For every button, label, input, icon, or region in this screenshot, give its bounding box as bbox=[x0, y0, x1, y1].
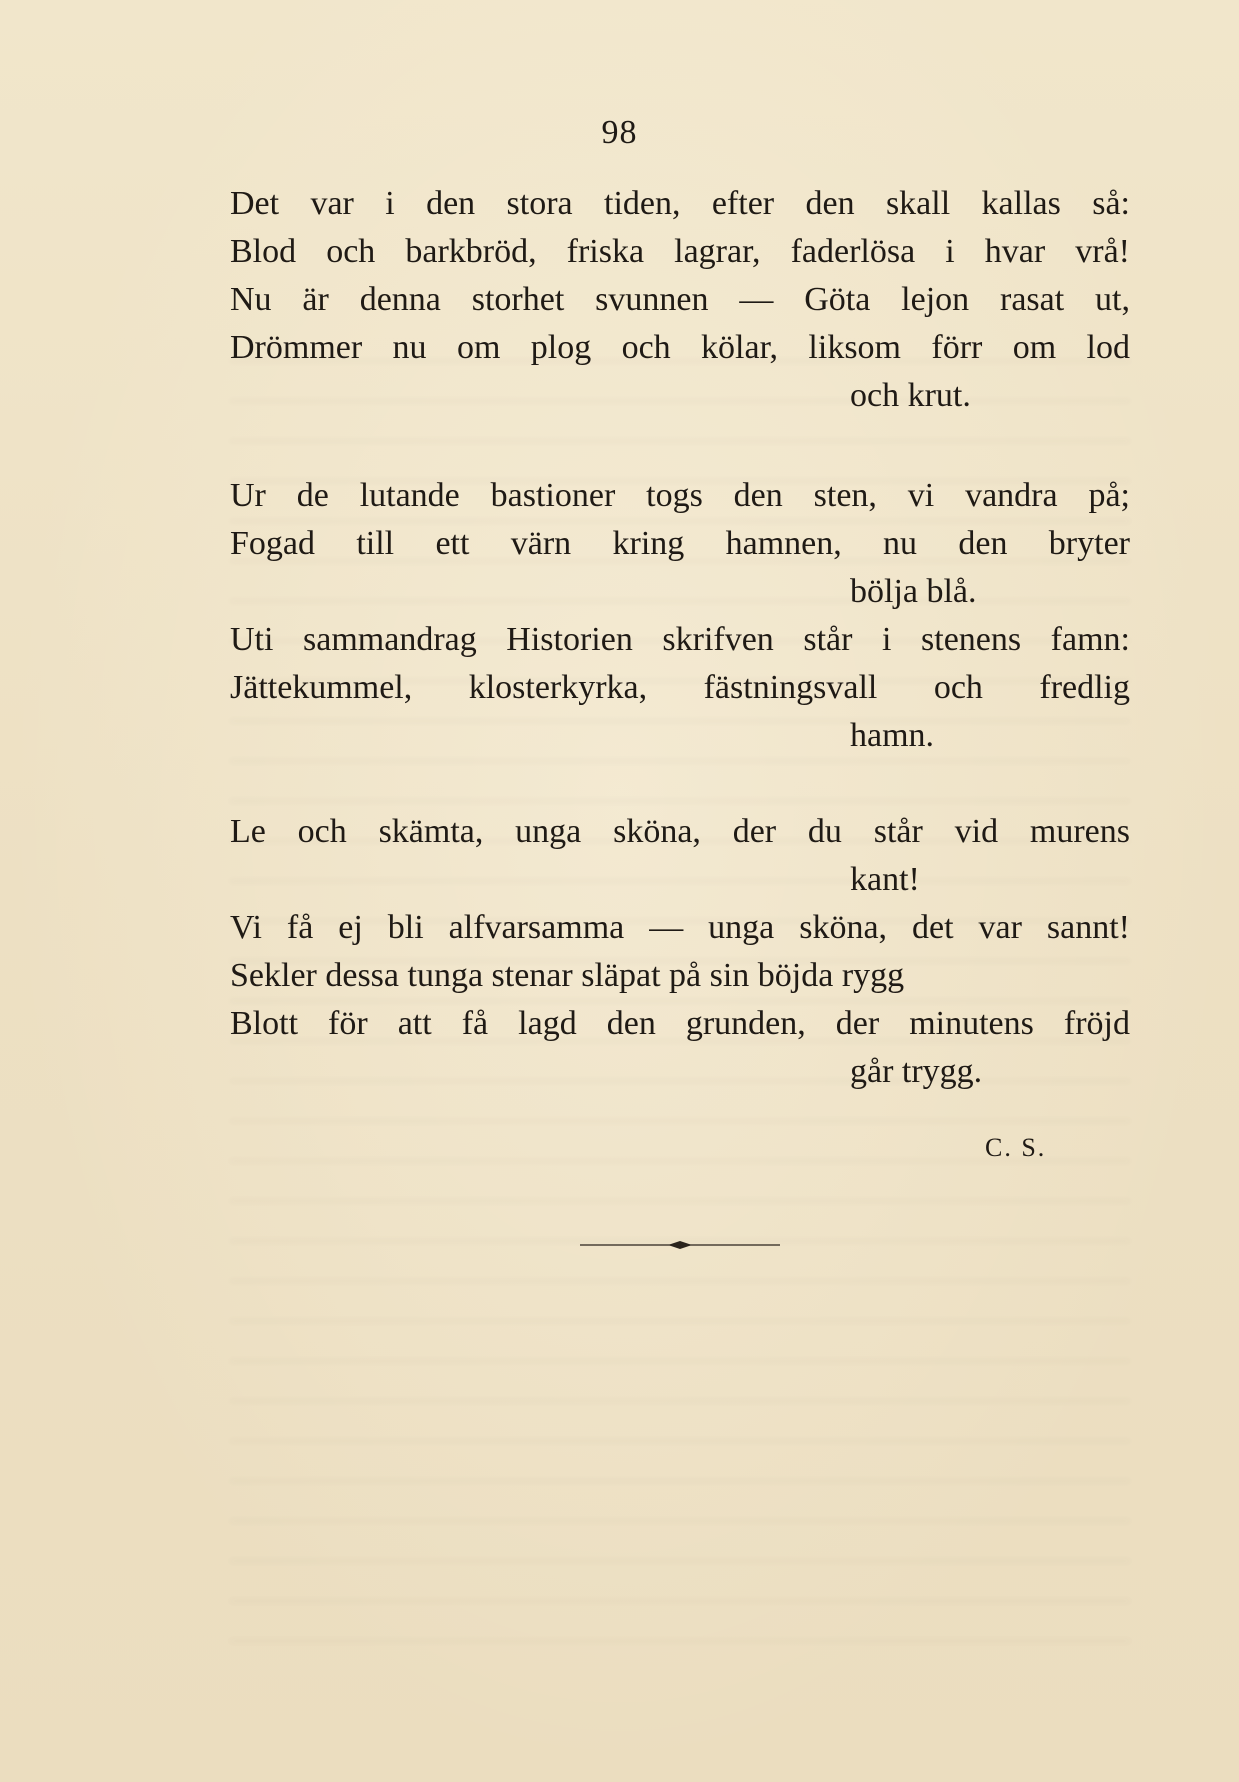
verse-line: Jättekummel, klosterkyrka, fästningsvall och fredlig bbox=[230, 669, 1130, 706]
verse-line: Sekler dessa tunga stenar släpat på sin böjda rygg bbox=[230, 957, 905, 994]
verse-line: Uti sammandrag Historien skrifven står i stenens famn: bbox=[230, 621, 1130, 658]
page-number: 98 bbox=[601, 114, 638, 151]
verse-line: Blod och barkbröd, friska lagrar, faderlösa i hvar vrå! bbox=[230, 233, 1130, 270]
verse-line: Blott för att få lagd den grunden, der minutens fröjd bbox=[230, 1005, 1130, 1042]
verse-line-continuation: hamn. bbox=[850, 717, 935, 754]
verse-line: Fogad till ett värn kring hamnen, nu den bryter bbox=[230, 525, 1130, 562]
stanza-3 bbox=[230, 808, 1130, 1096]
verse-line: Ur de lutande bastioner togs den sten, vi vandra på; bbox=[230, 477, 1130, 514]
stanza-2 bbox=[230, 472, 1130, 760]
verse-line-continuation: och krut. bbox=[850, 377, 971, 414]
divider-ornament bbox=[580, 1238, 780, 1252]
verse-line: Vi få ej bli alfvarsamma — unga sköna, det var sannt! bbox=[230, 909, 1130, 946]
verse-line: Drömmer nu om plog och kölar, liksom förr om lod bbox=[230, 329, 1130, 366]
signature: C. S. bbox=[985, 1133, 1047, 1162]
verse-line: Det var i den stora tiden, efter den skall kallas så: bbox=[230, 185, 1130, 222]
verse-line-continuation: går trygg. bbox=[850, 1053, 983, 1090]
verse-line: Nu är denna storhet svunnen — Göta lejon rasat ut, bbox=[230, 281, 1130, 318]
stanza-1 bbox=[230, 180, 1130, 420]
verse-line-continuation: bölja blå. bbox=[850, 573, 977, 610]
verse-line: Le och skämta, unga sköna, der du står vid murens bbox=[230, 813, 1130, 850]
verse-line-continuation: kant! bbox=[850, 861, 920, 898]
